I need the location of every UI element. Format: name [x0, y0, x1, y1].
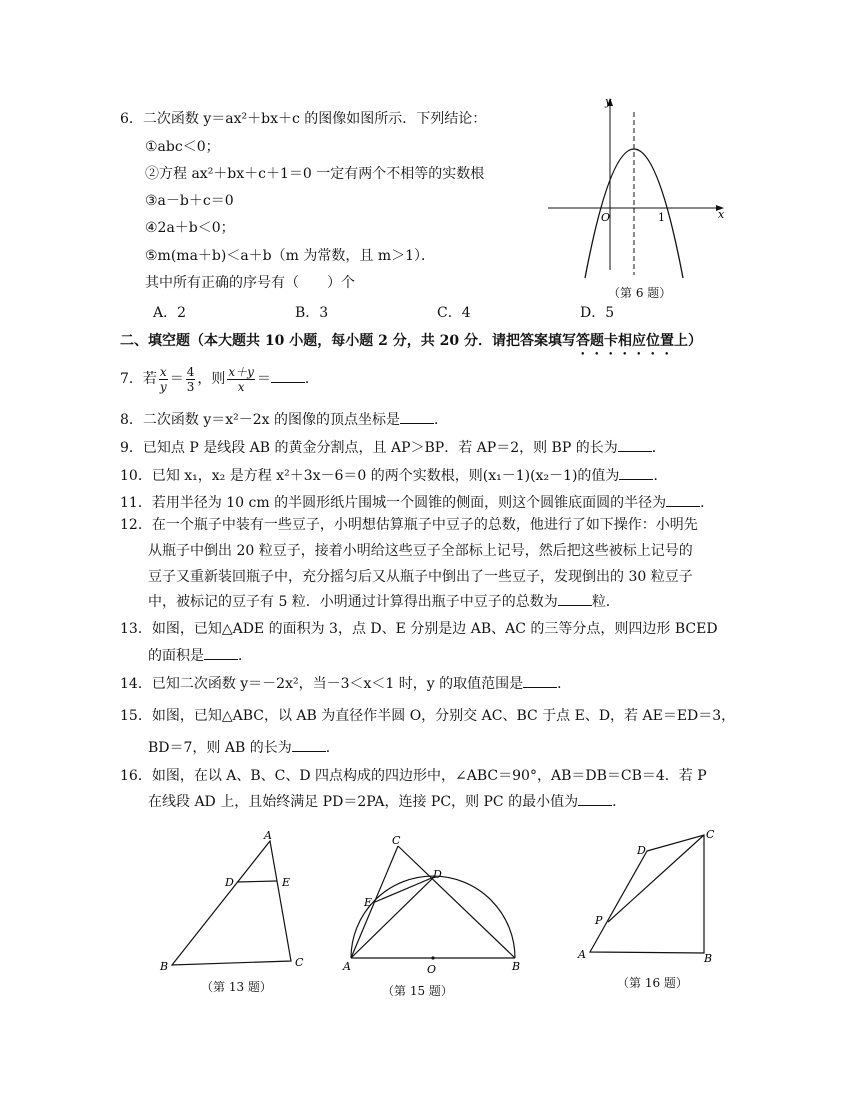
q15-line-1: 15．如图，已知△ABC，以 AB 为直径作半圆 O，分别交 AC、BC 于点 E、D，若 AE＝ED＝3，	[120, 708, 736, 724]
q12-line-1: 12．在一个瓶子中装有一些豆子，小明想估算瓶子中豆子的总数，他进行了如下操作：小明先	[120, 517, 698, 533]
q6-caption: （第 6 题）	[608, 286, 672, 300]
q6-statement-3: ③a－b＋c＝0	[145, 193, 234, 209]
fig13-label-c: C	[295, 956, 304, 969]
q14: 14．已知二次函数 y＝－2x²，当－3＜x＜1 时，y 的取值范围是 ．	[120, 673, 571, 694]
q6-tick-label: 1	[658, 211, 665, 224]
fig15-label-a: A	[343, 960, 351, 973]
fig16-label-b: B	[704, 952, 713, 965]
answer-blank	[578, 791, 612, 806]
q6-statement-5: ⑤m(ma＋b)＜a＋b（m 为常数，且 m＞1）．	[145, 248, 436, 264]
section-2-heading: 二、填空题（本大题共 10 小题，每小题 2 分，共 20 分．请把答案填写答题卡相应位置上）	[120, 333, 702, 349]
q6-option-a: A．2	[153, 305, 187, 321]
q6-option-c: C．4	[437, 305, 471, 321]
q12-line-2: 从瓶子中倒出 20 粒豆子，接着小明给这些豆子全部标上记号，然后把这些被标上记号的	[148, 543, 693, 559]
fig16-label-a: A	[578, 948, 586, 961]
q6-question: 其中所有正确的序号有（ ）个	[145, 275, 355, 291]
fig16-label-d: D	[637, 844, 646, 857]
answer-blank	[618, 437, 652, 452]
fig16-label-c: C	[706, 828, 715, 841]
fig15-label-d: D	[433, 868, 442, 881]
answer-blank	[666, 492, 700, 507]
q11: 11．若用半径为 10 cm 的半圆形纸片围城一个圆锥的侧面，则这个圆锥底面圆的半径为 ．	[120, 492, 714, 513]
q6-y-axis-label: y	[605, 95, 612, 108]
fig13-label-a: A	[264, 829, 272, 842]
answer-blank	[558, 591, 592, 606]
q16-line-2: 在线段 AD 上，且始终满足 PD＝2PA，连接 PC，则 PC 的最小值为 ．	[148, 791, 626, 812]
fig13-label-d: D	[225, 876, 234, 889]
fig16-label-p: P	[595, 914, 603, 927]
answer-blank	[271, 368, 305, 383]
answer-blank	[292, 737, 326, 752]
figure-13-triangle	[150, 825, 320, 975]
fig15-label-o: O	[427, 963, 437, 976]
q6-option-d: D．5	[580, 305, 615, 321]
q9: 9．已知点 P 是线段 AB 的黄金分割点，且 AP＞BP．若 AP＝2，则 BP 的长为 ．	[120, 437, 666, 458]
q16-line-1: 16．如图，在以 A、B、C、D 四点构成的四边形中，∠ABC＝90°，AB＝DB＝CB＝4．若 P	[120, 768, 707, 784]
q13-line-2: 的面积是 ．	[148, 645, 252, 666]
answer-blank	[400, 409, 434, 424]
q12-line-3: 豆子又重新装回瓶子中，充分摇匀后又从瓶子中倒出了一些豆子，发现倒出的 30 粒豆子	[148, 569, 693, 585]
q6-statement-2: ②方程 ax²＋bx＋c＋1＝0 一定有两个不相等的实数根	[145, 166, 485, 182]
fig15-label-e: E	[364, 896, 373, 909]
q15-line-2: BD＝7，则 AB 的长为 ．	[148, 737, 340, 758]
fig13-label-e: E	[282, 876, 291, 889]
q6-parabola-graph	[540, 90, 740, 285]
fig13-label-b: B	[160, 960, 169, 973]
q7: 7．若 $\frac{x}{y}$ ＝ $\frac{4}{3}$ ，则 $\frac{x+y}{x}$ ＝ ．	[120, 364, 319, 394]
q7-fraction-4-over-3: $\frac{4}{3}$	[186, 364, 195, 394]
q7-fraction-x-over-y: $\frac{x}{y}$	[159, 364, 167, 394]
q12-line-4: 中，被标记的豆子有 5 粒．小明通过计算得出瓶子中豆子的总数为 粒．	[148, 591, 620, 612]
fig13-caption: （第 13 题）	[201, 980, 272, 994]
answer-blank	[523, 673, 557, 688]
q13-line-1: 13．如图，已知△ADE 的面积为 3，点 D、E 分别是边 AB、AC 的三等分点，则四边形 BCED	[120, 621, 718, 637]
answer-blank	[204, 645, 238, 660]
q6-statement-4: ④2a＋b＜0；	[145, 220, 235, 236]
q6-option-b: B．3	[295, 305, 329, 321]
fig15-label-c: C	[392, 834, 401, 847]
q6-origin-label: O	[601, 211, 611, 224]
q8: 8．二次函数 y＝x²－2x 的图像的顶点坐标是 ．	[120, 409, 448, 430]
figure-16-quadrilateral	[570, 825, 730, 970]
q7-fraction-sum-over-x: $\frac{x+y}{x}$	[228, 364, 254, 394]
answer-blank	[619, 465, 653, 480]
fig16-caption: （第 16 题）	[617, 976, 688, 990]
fig15-caption: （第 15 题）	[382, 984, 453, 998]
q6-statement-1: ①abc＜0；	[145, 139, 220, 155]
q10: 10．已知 x₁，x₂ 是方程 x²＋3x－6＝0 的两个实数根，则(x₁－1)(x₂－1)的值为 ．	[120, 465, 667, 486]
fig15-label-b: B	[512, 960, 521, 973]
figure-15-semicircle	[335, 830, 535, 980]
q6-x-axis-label: x	[718, 208, 725, 221]
q6-stem: 6．二次函数 y＝ax²＋bx＋c 的图像如图所示．下列结论：	[120, 111, 487, 127]
